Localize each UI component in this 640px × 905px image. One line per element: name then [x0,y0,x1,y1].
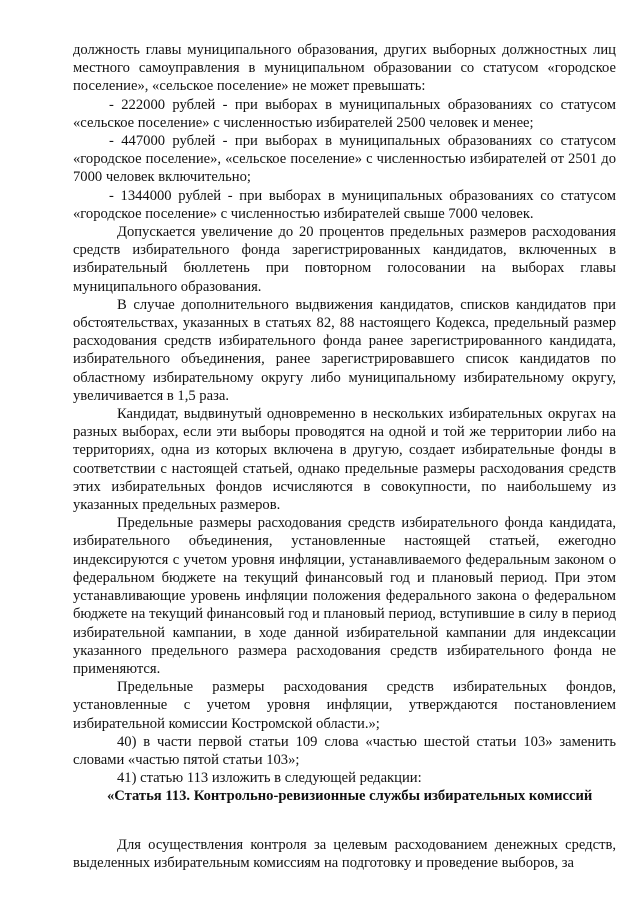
spacer [73,806,616,836]
paragraph-approval: Предельные размеры расходования средств избирательных фондов, установленные с учетом уровня инфляции, утверждаются постановлением избирательной комиссии Костромской области.»; [73,679,616,732]
paragraph-multiple-districts: Кандидат, выдвинутый одновременно в нескольких избирательных округах на разных выборах, если эти выборы проводятся на одной и той же территории либо на территориях, одна из которых включена в другую, создает избирательные фонды в соответствии с настоящей статьей, однако предельные размеры расходования средств этих избирательных фондов исчисляются в совокупности, по наибольшему из указанных предельных размеров. [73,406,616,514]
paragraph-indexation: Предельные размеры расходования средств избирательного фонда кандидата, избирательного объединения, установленные настоящей статьей, ежегодно индексируются с учетом уровня инфляции, устанавливаемого федеральным законом о федеральном бюджете на текущий финансовый год и плановый период. При этом устанавливающие уровень инфляции положения федерального закона о федеральном бюджете на текущий финансовый год и плановый период, вступившие в силу в период избирательной кампании, в ходе данной избирательной кампании для индексации указанного предельного размера расходования средств избирательного фонда не применяются. [73,515,616,677]
amendment-item-40: 40) в части первой статьи 109 слова «частью шестой статьи 103» заменить словами «частью пятой статьи 103»; [73,733,616,768]
paragraph-additional-nomination: В случае дополнительного выдвижения кандидатов, списков кандидатов при обстоятельствах, указанных в статьях 82, 88 настоящего Кодекса, предельный размер расходования средств избирательного фонда ранее зарегистрированного кандидата, избирательного объединения, ранее зарегистрировавшего список кандидатов по областному избирательному округу либо муниципальному избирательному округу, увеличивается в 1,5 раза. [73,296,616,404]
list-item-limit-447000: - 447000 рублей - при выборах в муниципальных образованиях со статусом «городское поселение», «сельское поселение» с численностью избирателей от 2501 до 7000 человек включительно; [73,133,616,186]
article-heading: «Статья 113. Контрольно-ревизионные службы избирательных комиссий [107,788,593,805]
paragraph-continuation: должность главы муниципального образования, других выборных должностных лиц местного самоуправления в муниципальном образовании со статусом «городское поселение», «сельское поселение» не может превышать: [73,42,616,95]
list-item-limit-222000: - 222000 рублей - при выборах в муниципальных образованиях со статусом «сельское поселение» с численностью избирателей 2500 человек и менее; [73,96,616,131]
amendment-item-41: 41) статью 113 изложить в следующей редакции: [117,770,422,787]
list-item-limit-1344000: - 1344000 рублей - при выборах в муниципальных образованиях со статусом «городское поселение» с численностью избирателей свыше 7000 человек. [73,187,616,222]
paragraph-control: Для осуществления контроля за целевым расходованием денежных средств, выделенных избирательным комиссиям на подготовку и проведение выборов, за [73,836,616,871]
paragraph-increase-20-percent: Допускается увеличение до 20 процентов предельных размеров расходования средств избирательного фонда зарегистрированных кандидатов, включенных в избирательный бюллетень при повторном голосовании на выборах главы муниципального образования. [73,224,616,295]
